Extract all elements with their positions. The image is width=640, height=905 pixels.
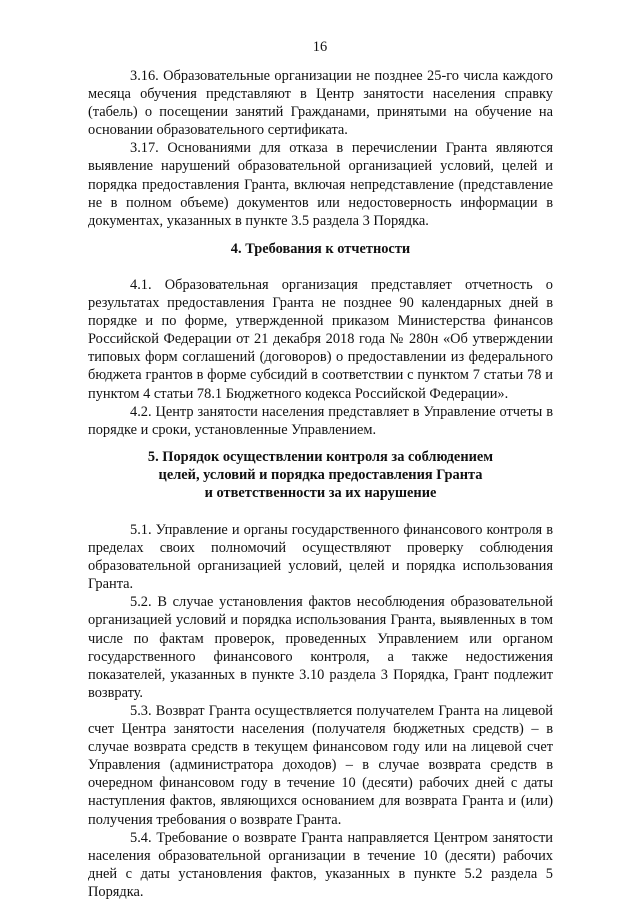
section-5-heading-line: и ответственности за их нарушение — [204, 485, 437, 502]
section-4 — [88, 240, 553, 258]
page-number: 16 — [312, 39, 328, 55]
section-5-body — [88, 521, 553, 901]
paragraph-3-17: 3.17. Основаниями для отказа в перечислении Гранта являются выявление нарушений образовательной организацией условий, целей и порядка предоставления Гранта, включая непредставление (представление не в полном объеме) документов или недостоверность информации в документах, указанных в пункте 3.5 раздела 3 Порядка. — [88, 140, 553, 229]
section-4-body — [88, 276, 553, 439]
paragraph-group-section3 — [88, 67, 553, 230]
section-5-heading-block — [88, 448, 553, 502]
paragraph-4-1: 4.1. Образовательная организация представляет отчетность о результатах предоставления Гранта не позднее 90 календарных дней в порядке и по форме, утвержденной приказом Министерства финансов Российской Федерации от 21 декабря 2018 года № 280н «Об утверждении типовых форм соглашений (договоров) о предоставлении из федерального бюджета грантов в форме субсидий в соответствии с пунктом 7 статьи 78 и пунктом 4 статьи 78.1 Бюджетного кодекса Российской Федерации». — [88, 277, 553, 402]
section-5-heading-line: 5. Порядок осуществлении контроля за соблюдением — [147, 449, 494, 465]
section-4-heading: 4. Требования к отчетности — [230, 241, 411, 257]
paragraph-3-16: 3.16. Образовательные организации не позднее 25-го числа каждого месяца обучения представляют в Центр занятости населения справку (табель) о посещении занятий Гражданами, принятыми на обучение на основании образовательного сертификата. — [88, 68, 553, 139]
section-5-heading-line: целей, условий и порядка предоставления Гранта — [158, 467, 483, 484]
paragraph-4-2: 4.2. Центр занятости населения представляет в Управление отчеты в порядке и сроки, установленные Управлением. — [88, 403, 553, 438]
paragraph-5-4: 5.4. Требование о возврате Гранта направляется Центром занятости населения образовательной организации в течение 10 (десяти) рабочих дней с даты установления фактов, указанных в пункте 5.2 раздела 5 Порядка. — [88, 829, 553, 900]
paragraph-5-3: 5.3. Возврат Гранта осуществляется получателем Гранта на лицевой счет Центра занятости населения (получателя бюджетных средств) – в случае возврата средств в текущем финансовом году или на лицевой счет Управления (администратора доходов) – в случае возврата средств в очередном финансовом году в течение 10 (десяти) рабочих дней с даты наступления фактов, являющихся основанием для возврата Гранта и (или) получения требования о возврате Гранта. — [88, 702, 553, 828]
section-5-heading — [88, 448, 553, 502]
paragraph-5-1: 5.1. Управление и органы государственного финансового контроля в пределах своих полномочий осуществляют проверку соблюдения образовательной организацией условий, целей и порядка использования Гранта. — [88, 522, 553, 593]
paragraph-5-2: 5.2. В случае установления фактов несоблюдения образовательной организацией условий и порядка использования Гранта, выявленных в том числе по фактам проверок, проведенных Управлением или органом государственного финансового контроля, а также недостижения показателей, указанных в пункте 3.10 раздела 3 Порядка, Грант подлежит возврату. — [88, 594, 553, 701]
